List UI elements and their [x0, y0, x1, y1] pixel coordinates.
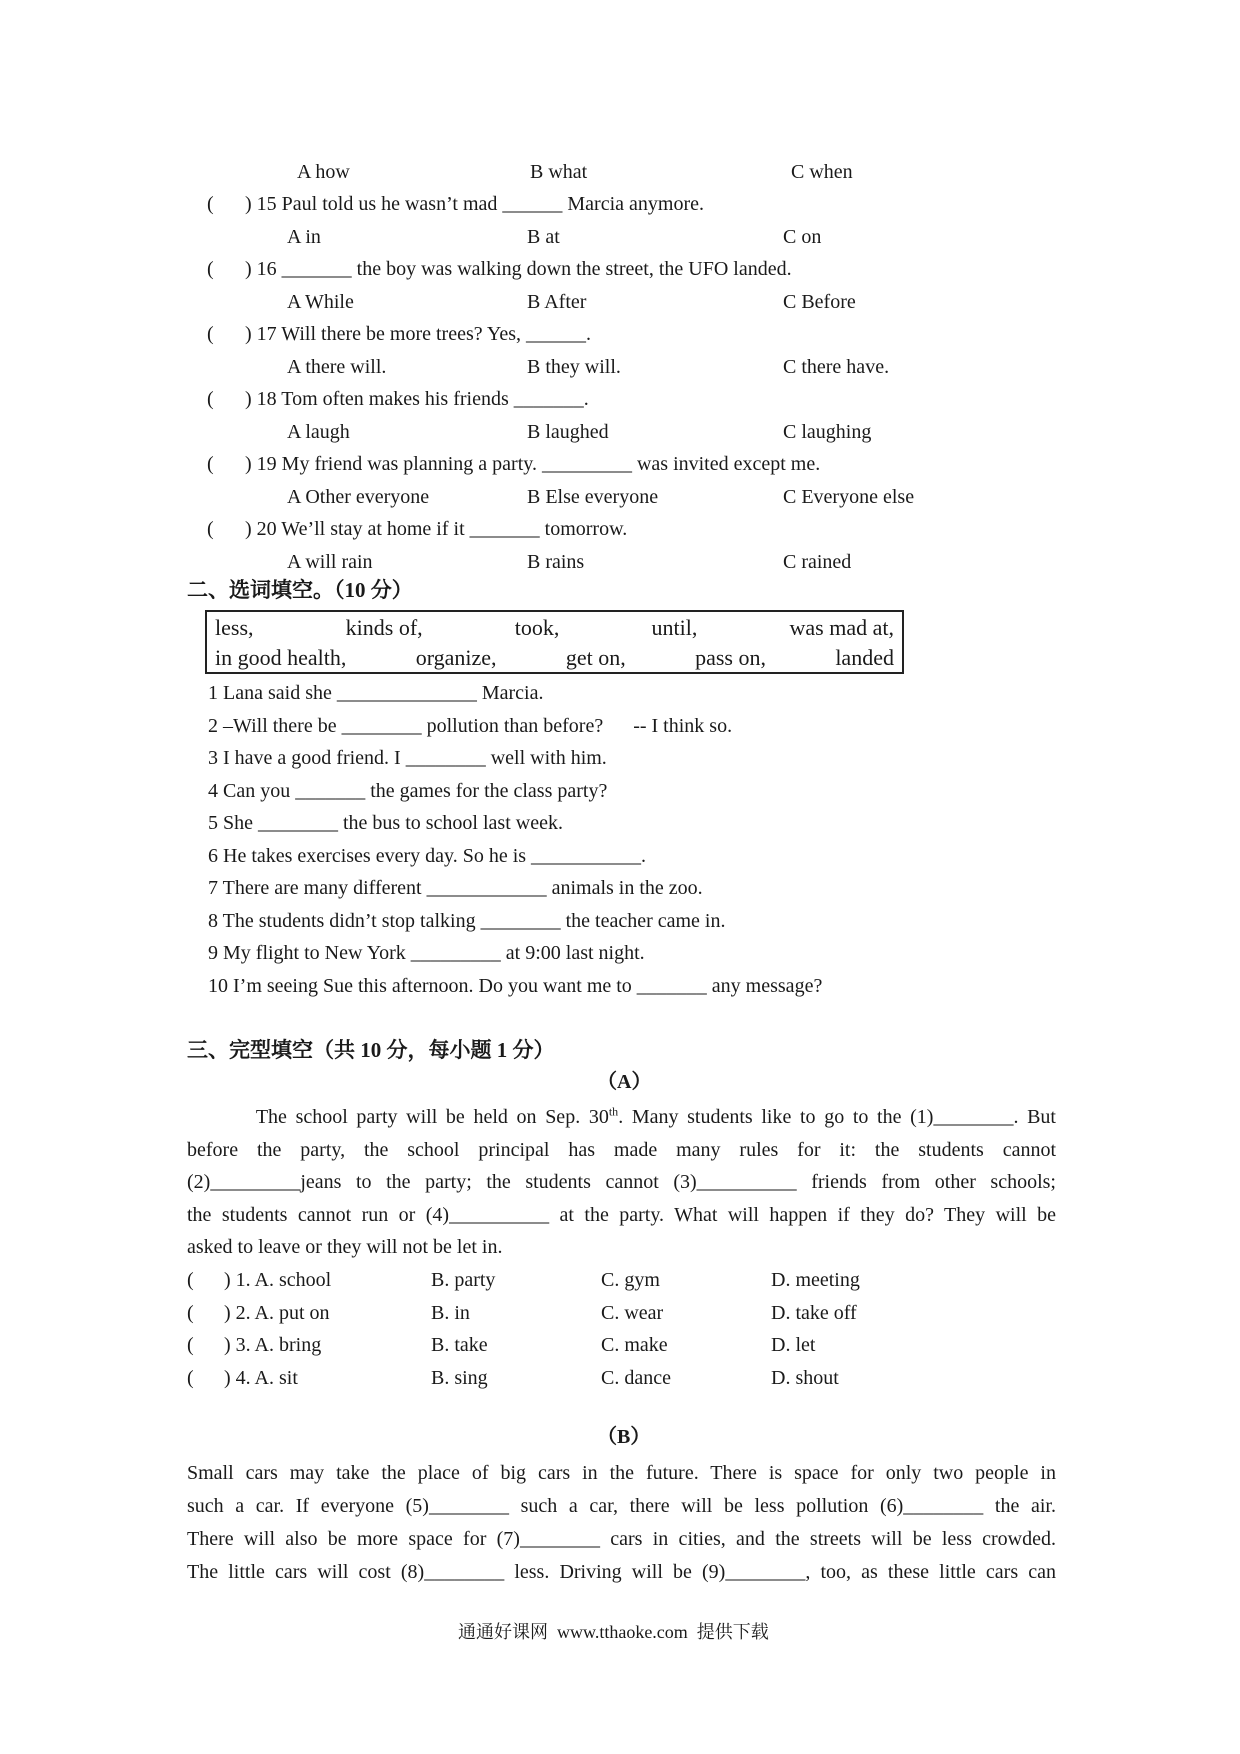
question-option-a: A there will.	[287, 356, 387, 378]
passage-a-line-2: before the party, the school principal has made many rules for it: the students cannot	[187, 1139, 1056, 1161]
question-option-b: B rains	[527, 551, 585, 573]
choice-d: D. take off	[771, 1301, 857, 1324]
word-bank-item: took,	[514, 615, 560, 640]
fill-in-item: 6 He takes exercises every day. So he is ___________.	[208, 844, 647, 867]
choice-c: C. gym	[601, 1269, 660, 1291]
question-option-c: C laughing	[783, 421, 872, 443]
word-bank-item: kinds of,	[345, 615, 423, 640]
fill-in-item: 1 Lana said she ______________ Marcia.	[208, 682, 544, 704]
q14-option-b: B what	[530, 161, 588, 183]
choice-number-and-a: ) 3. A. bring	[224, 1334, 322, 1356]
word-bank-item: organize,	[415, 645, 497, 670]
question-option-b: B laughed	[527, 421, 609, 443]
choice-b: B. party	[431, 1269, 496, 1291]
part3-heading: 三、完型填空（共 10 分，每小题 1 分）	[187, 1038, 555, 1062]
question-option-a: A While	[287, 291, 354, 313]
word-bank-box	[205, 610, 904, 674]
question-option-c: C Everyone else	[783, 486, 915, 508]
choice-c: C. wear	[601, 1301, 664, 1324]
passage-a-line-5: asked to leave or they will not be let in.	[187, 1236, 503, 1258]
question-paren-open: (	[207, 518, 214, 540]
fill-in-item: 10 I’m seeing Sue this afternoon. Do you want me to _______ any message?	[208, 974, 823, 997]
passage-b-line-2: such a car. If everyone (5)________ such a car, there will be less pollution (6)________ the air.	[187, 1495, 1056, 1517]
word-bank-item: was mad at,	[789, 615, 894, 640]
question-paren-open: (	[207, 453, 214, 475]
passage-a-line-1-post: . Many students like to go to the (1)________. But	[618, 1106, 1056, 1128]
choice-d: D. let	[771, 1334, 816, 1356]
question-option-c: C rained	[783, 551, 852, 573]
passage-a-line-1-pre: The school party will be held on Sep. 30	[187, 1106, 609, 1128]
passage-b-line-1: Small cars may take the place of big cars in the future. There is space for only two people in	[187, 1462, 1056, 1484]
question-option-c: C Before	[783, 291, 856, 313]
word-bank-item: get on,	[565, 645, 626, 670]
choice-c: C. make	[601, 1334, 668, 1356]
question-option-c: C on	[783, 226, 822, 248]
choice-paren-open: (	[187, 1334, 194, 1356]
fill-in-item: 7 There are many different ____________ animals in the zoo.	[208, 877, 703, 899]
choice-number-and-a: ) 2. A. put on	[224, 1301, 330, 1324]
choice-paren-open: (	[187, 1301, 194, 1324]
fill-in-item: 2 –Will there be ________ pollution than before? -- I think so.	[208, 714, 733, 737]
question-stem: ) 17 Will there be more trees? Yes, ______.	[245, 323, 591, 345]
passage-a-line-3: (2)_________jeans to the party; the students cannot (3)__________ friends from other schools;	[187, 1171, 1056, 1193]
question-option-a: A laugh	[287, 421, 350, 443]
question-option-a: A Other everyone	[287, 486, 430, 508]
part2-heading: 二、选词填空。（10 分）	[187, 578, 413, 602]
word-bank-item: pass on,	[695, 645, 766, 670]
word-bank-item: in good health,	[215, 645, 347, 670]
choice-b: B. sing	[431, 1366, 488, 1389]
choice-number-and-a: ) 4. A. sit	[224, 1366, 298, 1389]
question-stem: ) 18 Tom often makes his friends _______.	[245, 388, 589, 410]
question-stem: ) 19 My friend was planning a party. _________ was invited except me.	[245, 453, 821, 475]
fill-in-item: 3 I have a good friend. I ________ well with him.	[208, 747, 607, 769]
word-bank-item: until,	[651, 615, 698, 640]
footer-text: 通通好课网 www.tthaoke.com 提供下载	[458, 1622, 769, 1642]
ordinal-suffix: th	[608, 1104, 619, 1119]
choice-c: C. dance	[601, 1366, 671, 1389]
question-paren-open: (	[207, 258, 214, 280]
question-option-c: C there have.	[783, 356, 890, 378]
word-bank-row-1	[215, 614, 894, 642]
choice-b: B. take	[431, 1334, 488, 1356]
word-bank-row-2	[215, 644, 894, 672]
question-paren-open: (	[207, 193, 214, 215]
word-bank-item: less,	[215, 615, 254, 640]
word-bank-item: landed	[835, 645, 894, 670]
choice-d: D. shout	[771, 1366, 839, 1389]
passage-b-line-3: There will also be more space for (7)________ cars in cities, and the streets will be less crowded.	[187, 1528, 1056, 1550]
question-option-b: B they will.	[527, 356, 621, 378]
section-b-label: （B）	[597, 1426, 651, 1448]
section-a-label: （A）	[597, 1071, 652, 1093]
question-option-b: B Else everyone	[527, 486, 659, 508]
choice-paren-open: (	[187, 1366, 194, 1389]
choice-b: B. in	[431, 1301, 470, 1324]
question-option-b: B After	[527, 291, 587, 313]
choice-number-and-a: ) 1. A. school	[224, 1269, 332, 1291]
question-paren-open: (	[207, 323, 214, 345]
question-stem: ) 16 _______ the boy was walking down the street, the UFO landed.	[245, 258, 792, 280]
fill-in-item: 9 My flight to New York _________ at 9:00 last night.	[208, 942, 645, 964]
passage-b-line-4: The little cars will cost (8)________ less. Driving will be (9)________, too, as these little cars can	[187, 1561, 1056, 1583]
q14-option-a: A how	[297, 161, 350, 183]
question-option-a: A will rain	[287, 551, 373, 573]
question-option-a: A in	[287, 226, 321, 248]
choice-paren-open: (	[187, 1269, 194, 1291]
choice-d: D. meeting	[771, 1269, 860, 1291]
fill-in-item: 5 She ________ the bus to school last week.	[208, 812, 563, 834]
question-stem: ) 20 We’ll stay at home if it _______ tomorrow.	[245, 518, 628, 540]
passage-a-line-1	[187, 1105, 1056, 1129]
fill-in-item: 8 The students didn’t stop talking ________ the teacher came in.	[208, 909, 726, 932]
question-stem: ) 15 Paul told us he wasn’t mad ______ Marcia anymore.	[245, 193, 704, 215]
question-paren-open: (	[207, 388, 214, 410]
passage-a-line-4: the students cannot run or (4)__________ at the party. What will happen if they do? They will be	[187, 1204, 1056, 1226]
question-option-b: B at	[527, 226, 560, 248]
fill-in-item: 4 Can you _______ the games for the class party?	[208, 779, 608, 802]
q14-option-c: C when	[791, 161, 853, 183]
